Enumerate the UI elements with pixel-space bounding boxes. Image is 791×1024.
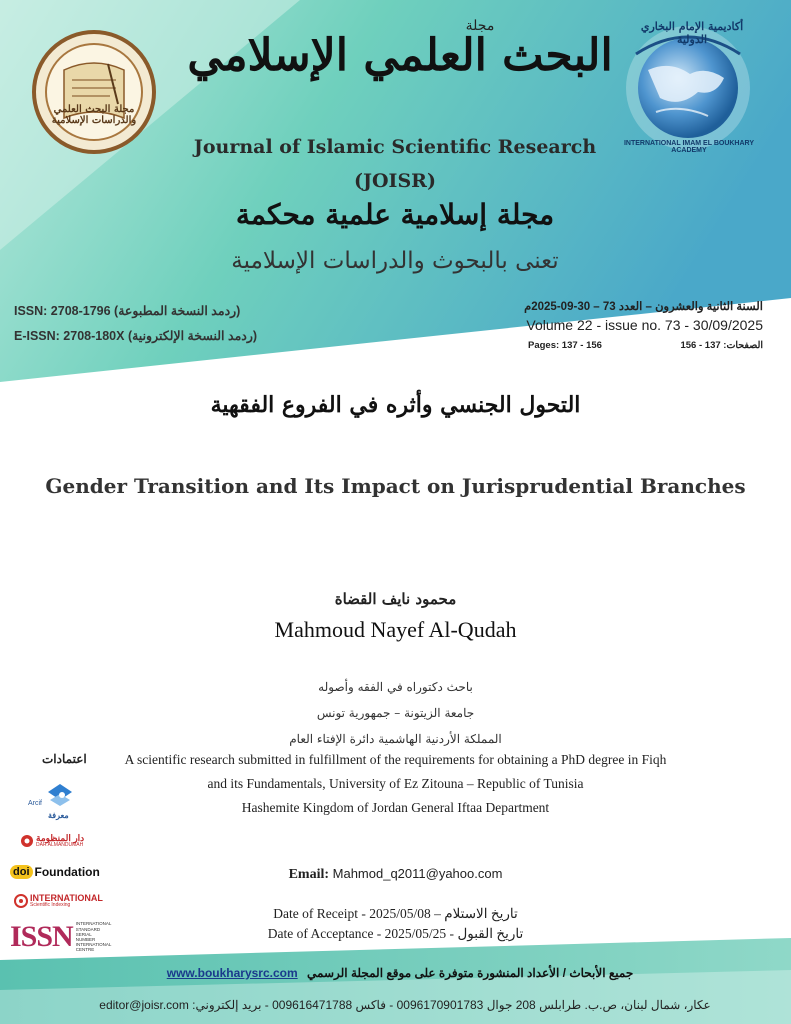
journal-english-title: Journal of Islamic Scientific Research: [193, 136, 597, 158]
footer-contact-line: عكار، شمال لبنان، ص.ب. طرابلس 208 جوال 0096170901783 - فاكس 009616471788 - بريد إلكتروني: editor@joisr.com: [99, 998, 711, 1012]
affiliation-arabic-2: جامعة الزيتونة – جمهورية تونس: [316, 706, 475, 720]
dar-label-en: DAR ALMANDUMAH: [36, 842, 84, 848]
issn-line-1: INTERNATIONAL: [75, 921, 112, 927]
journal-abbreviation: (JOISR): [354, 170, 436, 192]
pages-english: Pages: 137 - 156: [528, 340, 602, 351]
issn-print: ISSN: 2708-1796 (ردمد النسخة المطبوعة): [14, 304, 241, 318]
date-acceptance: Date of Acceptance - 2025/05/25 - تاريخ القبول: [267, 926, 524, 941]
dar-almandumah-logo: [20, 830, 92, 852]
dar-emblem-icon: [20, 834, 34, 848]
doi-prefix: doi: [10, 865, 33, 879]
intl-label: INTERNATIONAL: [30, 893, 103, 903]
pages-arabic: الصفحات: 137 - 156: [680, 340, 763, 351]
left-journal-logo: [34, 32, 154, 152]
left-logo-caption: مجلة البحث العلمي والدراسات الإسلامية: [51, 104, 137, 126]
article-title-english: Gender Transition and Its Impact on Jurisprudential Branches: [45, 474, 746, 498]
right-logo-caption: أكاديمية الإمام البخاري الدولية: [640, 20, 744, 46]
email-line: [200, 866, 591, 883]
journal-arabic-subtitle: مجلة إسلامية علمية محكمة: [235, 198, 555, 231]
issn-logo: [10, 920, 120, 954]
volume-english: Volume 22 - issue no. 73 - 30/09/2025: [526, 317, 763, 333]
article-title-arabic: التحول الجنسي وأثره في الفروع الفقهية: [210, 392, 581, 418]
doi-foundation-logo: [10, 862, 104, 882]
email-address[interactable]: Mahmod_q2011@yahoo.com: [332, 866, 503, 881]
intl-star-icon: [14, 894, 28, 908]
affiliation-english-1: A scientific research submitted in fulfillment of the requirements for obtaining a PhD degree in Fiqh: [124, 752, 667, 767]
intl-sub-label: Scientific Indexing: [30, 902, 71, 908]
issn-electronic: E-ISSN: 2708-180X (ردمد النسخة الإلكترونية): [14, 329, 258, 343]
author-name-arabic: محمود نايف القضاة: [334, 590, 457, 608]
marefa-label: معرفة: [48, 810, 69, 820]
issn-line-5: INTERNATIONAL CENTRE: [75, 942, 112, 953]
issn-line-2: STANDARD: [75, 926, 101, 932]
issn-logo-mark: ISSN: [10, 920, 73, 953]
masthead-small-label: مجلة: [465, 18, 495, 34]
issn-line-4: NUMBER: [75, 937, 96, 942]
international-indexing-logo: [14, 890, 104, 912]
volume-arabic: السنة الثانية والعشرون – العدد 73 – 30-09-2025م: [524, 301, 763, 313]
masthead-arabic-title: البحث العلمي الإسلامي: [187, 30, 613, 81]
doi-foundation-label: Foundation: [34, 865, 100, 879]
website-link[interactable]: www.boukharysrc.com: [166, 966, 298, 980]
website-caption: جميع الأبحاث / الأعداد المنشورة متوفرة على موقع المجلة الرسمي: [307, 966, 634, 980]
author-name-english: Mahmoud Nayef Al-Qudah: [274, 617, 517, 642]
date-receipt: Date of Receipt - 2025/05/08 – تاريخ الاستلام: [273, 906, 518, 921]
right-logo-ring-text: INTERNATIONAL IMAM EL BOUKHARY ACADEMY: [623, 140, 755, 154]
issn-line-3: SERIAL: [75, 931, 92, 937]
affiliation-english-2: and its Fundamentals, University of Ez Zitouna – Republic of Tunisia: [207, 776, 584, 791]
accreditations-title: اعتمادات: [42, 752, 87, 766]
email-label: Email:: [288, 867, 330, 882]
journal-arabic-tagline: تعنى بالبحوث والدراسات الإسلامية: [231, 248, 559, 274]
footer-website-line: [150, 966, 650, 980]
arcif-label: Arcif: [28, 800, 42, 807]
affiliation-arabic-3: المملكة الأردنية الهاشمية دائرة الإفتاء العام: [289, 732, 502, 746]
affiliation-english-3: Hashemite Kingdom of Jordan General Iftaa Department: [241, 800, 550, 815]
affiliation-arabic-1: باحث دكتوراه في الفقه وأصوله: [318, 680, 473, 694]
dar-label: دار المنظومة: [36, 833, 85, 843]
